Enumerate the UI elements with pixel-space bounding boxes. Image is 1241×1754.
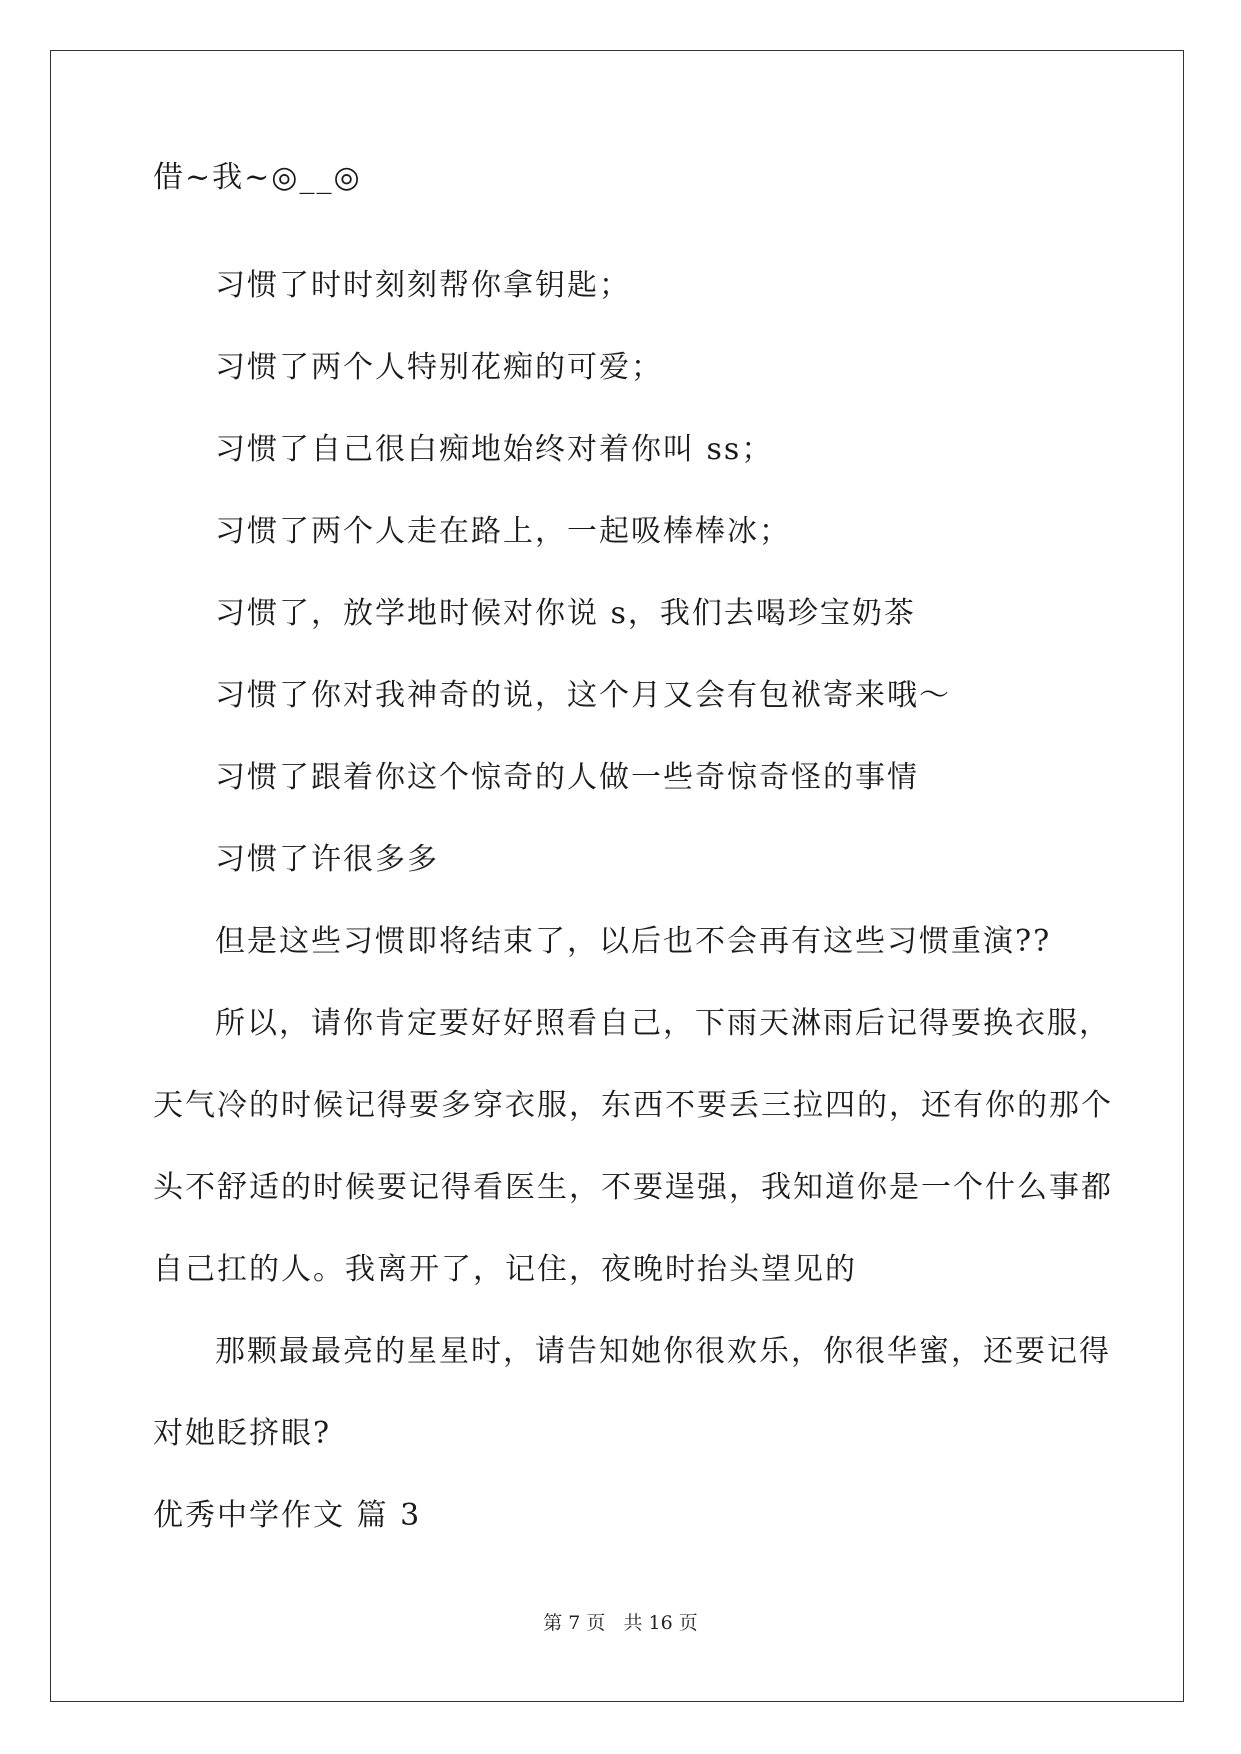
- text-line: 对她眨挤眼?: [153, 1416, 332, 1451]
- text-line: 但是这些习惯即将结束了，以后也不会再有这些习惯重演??: [215, 924, 1052, 959]
- text-line: 习惯了跟着你这个惊奇的人做一些奇惊奇怪的事情: [215, 760, 919, 795]
- text-line: 天气冷的时候记得要多穿衣服，东西不要丢三拉四的，还有你的那个: [153, 1088, 1113, 1123]
- section-heading: 优秀中学作文 篇 3: [153, 1498, 422, 1533]
- text-line: 习惯了时时刻刻帮你拿钥匙；: [215, 268, 631, 303]
- text-line: 自己扛的人。我离开了，记住，夜晚时抬头望见的: [153, 1252, 857, 1287]
- text-line: 所以，请你肯定要好好照看自己，下雨天淋雨后记得要换衣服，: [215, 1006, 1111, 1041]
- text-line: 头不舒适的时候要记得看医生，不要逞强，我知道你是一个什么事都: [153, 1170, 1113, 1205]
- text-line: 习惯了你对我神奇的说，这个月又会有包袱寄来哦～: [215, 678, 951, 713]
- text-line: 习惯了两个人走在路上，一起吸棒棒冰；: [215, 514, 791, 549]
- text-line: 习惯了两个人特别花痴的可爱；: [215, 350, 663, 385]
- page-footer: [0, 1608, 1241, 1635]
- text-line: 习惯了自己很白痴地始终对着你叫 ss；: [215, 432, 774, 467]
- text-line: 习惯了，放学地时候对你说 s，我们去喝珍宝奶茶: [215, 596, 916, 631]
- text-line: 那颗最最亮的星星时，请告知她你很欢乐，你很华蜜，还要记得: [215, 1334, 1111, 1369]
- page-number-total: 共 16 页: [623, 1612, 698, 1634]
- text-line: 习惯了许很多多: [215, 842, 439, 877]
- document-body: [153, 160, 1113, 1557]
- text-line: 借~我~◎__◎: [153, 160, 362, 195]
- page-number-current: 第 7 页: [543, 1612, 606, 1634]
